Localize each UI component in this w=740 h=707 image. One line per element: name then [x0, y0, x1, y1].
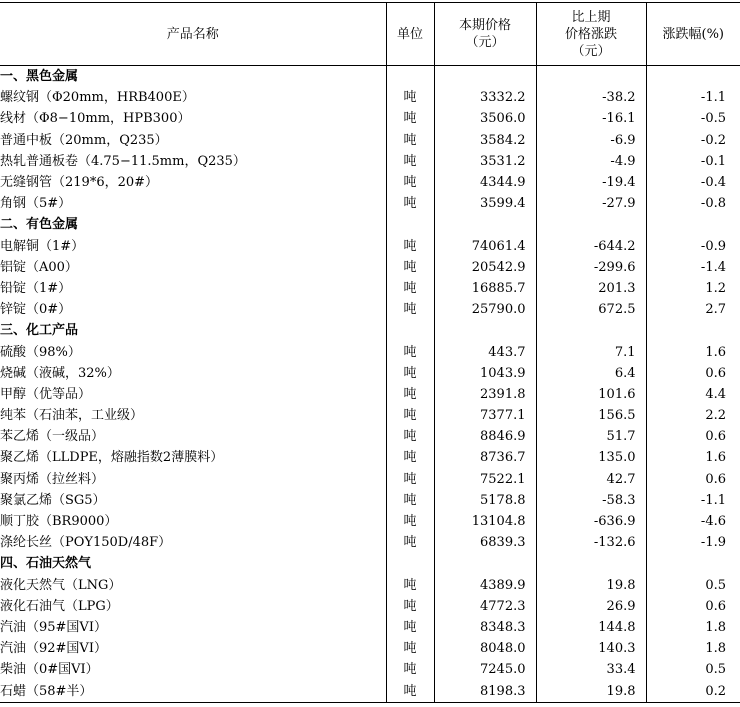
table-body: [0, 66, 740, 703]
price-cell: 3332.2: [434, 87, 536, 108]
unit-cell: 吨: [386, 299, 434, 320]
product-name-cell: 纯苯（石油苯，工业级）: [0, 408, 144, 424]
product-name-cell: 液化石油气（LPG）: [0, 598, 119, 614]
table-row: [0, 172, 740, 193]
price-cell: 8048.0: [434, 638, 536, 659]
table-row: [0, 363, 740, 384]
price-cell: 16885.7: [434, 278, 536, 299]
unit-cell: 吨: [386, 151, 434, 172]
unit-cell: 吨: [386, 490, 434, 511]
pct-cell: -0.1: [646, 151, 740, 172]
header-unit-text: 单位: [396, 26, 423, 42]
category-row: [0, 320, 740, 341]
table-row: [0, 130, 740, 151]
unit-cell: 吨: [386, 659, 434, 680]
category-row: [0, 66, 740, 88]
change-cell: 19.8: [536, 680, 646, 702]
price-cell: 2391.8: [434, 384, 536, 405]
header-price: [434, 3, 536, 66]
header-change: [536, 3, 646, 66]
change-cell: 672.5: [536, 299, 646, 320]
header-product-name: [0, 3, 386, 66]
price-cell: 74061.4: [434, 236, 536, 257]
product-name-cell: 汽油（95#国VI）: [0, 619, 107, 635]
category-row: [0, 553, 740, 574]
price-table: [0, 2, 740, 703]
product-name-cell: 无缝钢管（219*6，20#）: [0, 175, 159, 191]
pct-cell: -0.4: [646, 172, 740, 193]
unit-cell: 吨: [386, 426, 434, 447]
table-row: [0, 341, 740, 362]
pct-cell: [646, 214, 740, 235]
table-row: [0, 426, 740, 447]
price-cell: 4344.9: [434, 172, 536, 193]
product-name-cell: 石蜡（58#半）: [0, 680, 386, 702]
price-cell: 8348.3: [434, 617, 536, 638]
pct-cell: 0.6: [646, 426, 740, 447]
change-cell: [536, 553, 646, 574]
pct-cell: 1.6: [646, 447, 740, 468]
unit-cell: 吨: [386, 87, 434, 108]
pct-cell: [646, 66, 740, 88]
price-cell: [434, 553, 536, 574]
header-price-line1: 本期价格: [458, 18, 511, 33]
table-row: [0, 680, 740, 702]
unit-cell: 吨: [386, 384, 434, 405]
unit-cell: 吨: [386, 617, 434, 638]
table-row: [0, 384, 740, 405]
table-row: [0, 532, 740, 553]
product-name-cell: 顺丁胶（BR9000）: [0, 514, 118, 530]
product-name-cell: 锌锭（0#）: [0, 302, 72, 318]
price-cell: 4772.3: [434, 596, 536, 617]
price-cell: 5178.8: [434, 490, 536, 511]
product-name-cell: 铝锭（A00）: [0, 259, 78, 275]
pct-cell: 0.5: [646, 575, 740, 596]
table-row: [0, 638, 740, 659]
table-row: [0, 257, 740, 278]
pct-cell: 1.8: [646, 638, 740, 659]
price-cell: 3584.2: [434, 130, 536, 151]
pct-cell: [646, 553, 740, 574]
table-row: [0, 236, 740, 257]
product-name-cell: 聚丙烯（拉丝料）: [0, 471, 105, 487]
table-row: [0, 108, 740, 129]
unit-cell: 吨: [386, 575, 434, 596]
price-cell: 7522.1: [434, 469, 536, 490]
table-row: [0, 193, 740, 214]
pct-cell: [646, 320, 740, 341]
unit-cell: 吨: [386, 341, 434, 362]
price-cell: [434, 214, 536, 235]
pct-cell: 0.5: [646, 659, 740, 680]
unit-cell: [386, 214, 434, 235]
price-cell: 7377.1: [434, 405, 536, 426]
change-cell: -58.3: [536, 490, 646, 511]
price-cell: 3599.4: [434, 193, 536, 214]
change-cell: -132.6: [536, 532, 646, 553]
price-cell: 4389.9: [434, 575, 536, 596]
change-cell: 156.5: [536, 405, 646, 426]
price-cell: 3531.2: [434, 151, 536, 172]
change-cell: 144.8: [536, 617, 646, 638]
product-name-cell: 线材（Φ8−10mm，HPB300）: [0, 111, 191, 127]
price-cell: 7245.0: [434, 659, 536, 680]
product-name-cell: 柴油（0#国VI）: [0, 662, 99, 678]
category-name: 三、化工产品: [0, 323, 79, 339]
product-name-cell: 聚乙烯（LLDPE，熔融指数2薄膜料）: [0, 450, 224, 466]
pct-cell: 1.6: [646, 341, 740, 362]
category-row: [0, 214, 740, 235]
pct-cell: 2.7: [646, 299, 740, 320]
unit-cell: 吨: [386, 511, 434, 532]
product-name-cell: 角钢（5#）: [0, 196, 72, 212]
price-cell: [434, 320, 536, 341]
pct-cell: 0.6: [646, 363, 740, 384]
unit-cell: 吨: [386, 172, 434, 193]
change-cell: -644.2: [536, 236, 646, 257]
product-name-cell: 苯乙烯（一级品）: [0, 429, 105, 445]
unit-cell: 吨: [386, 596, 434, 617]
change-cell: -299.6: [536, 257, 646, 278]
table-row: [0, 151, 740, 172]
change-cell: -19.4: [536, 172, 646, 193]
price-cell: 25790.0: [434, 299, 536, 320]
header-change-line3: （元）: [571, 43, 611, 59]
pct-cell: -0.5: [646, 108, 740, 129]
price-cell: 8736.7: [434, 447, 536, 468]
change-cell: 6.4: [536, 363, 646, 384]
product-name-cell: 涤纶长丝（POY150D/48F）: [0, 535, 172, 551]
product-name-cell: 铅锭（1#）: [0, 280, 72, 296]
change-cell: [536, 214, 646, 235]
product-name-cell: 烧碱（液碱，32%）: [0, 365, 120, 381]
pct-cell: -1.4: [646, 257, 740, 278]
table-row: [0, 596, 740, 617]
unit-cell: 吨: [386, 638, 434, 659]
unit-cell: 吨: [386, 130, 434, 151]
header-row: [0, 3, 740, 66]
table-row: [0, 278, 740, 299]
table-row: [0, 87, 740, 108]
header-pct-text: 涨跌幅(%): [662, 26, 724, 42]
change-cell: [536, 66, 646, 88]
pct-cell: 1.2: [646, 278, 740, 299]
change-cell: 140.3: [536, 638, 646, 659]
unit-cell: 吨: [386, 469, 434, 490]
product-name-cell: 普通中板（20mm，Q235）: [0, 132, 168, 148]
table-row: [0, 299, 740, 320]
change-cell: 101.6: [536, 384, 646, 405]
change-cell: -4.9: [536, 151, 646, 172]
price-cell: 6839.3: [434, 532, 536, 553]
table-row: [0, 659, 740, 680]
pct-cell: -1.1: [646, 490, 740, 511]
table-row: [0, 447, 740, 468]
pct-cell: -0.2: [646, 130, 740, 151]
table-row: [0, 575, 740, 596]
product-name-cell: 甲醇（优等品）: [0, 386, 92, 402]
change-cell: 7.1: [536, 341, 646, 362]
price-cell: [434, 66, 536, 88]
price-cell: 3506.0: [434, 108, 536, 129]
unit-cell: 吨: [386, 278, 434, 299]
change-cell: 201.3: [536, 278, 646, 299]
unit-cell: 吨: [386, 405, 434, 426]
change-cell: [536, 320, 646, 341]
product-name-cell: 液化天然气（LNG）: [0, 577, 122, 593]
product-name-cell: 汽油（92#国VI）: [0, 641, 107, 657]
change-cell: 33.4: [536, 659, 646, 680]
pct-cell: -4.6: [646, 511, 740, 532]
unit-cell: [386, 320, 434, 341]
pct-cell: 2.2: [646, 405, 740, 426]
change-cell: 51.7: [536, 426, 646, 447]
table-row: [0, 490, 740, 511]
product-name-cell: 电解铜（1#）: [0, 238, 85, 254]
product-name-cell: 硫酸（98%）: [0, 344, 81, 360]
pct-cell: -0.9: [646, 236, 740, 257]
price-cell: 8846.9: [434, 426, 536, 447]
change-cell: 42.7: [536, 469, 646, 490]
change-cell: -6.9: [536, 130, 646, 151]
unit-cell: 吨: [386, 257, 434, 278]
unit-cell: 吨: [386, 108, 434, 129]
header-product-name-text: 产品名称: [166, 26, 219, 42]
pct-cell: -0.8: [646, 193, 740, 214]
category-name: 二、有色金属: [0, 217, 79, 233]
table-row: [0, 469, 740, 490]
unit-cell: 吨: [386, 447, 434, 468]
change-cell: 19.8: [536, 575, 646, 596]
header-change-line1: 比上期: [571, 9, 611, 25]
pct-cell: 4.4: [646, 384, 740, 405]
header-unit: [386, 3, 434, 66]
change-cell: -16.1: [536, 108, 646, 129]
unit-cell: 吨: [386, 193, 434, 214]
pct-cell: -1.1: [646, 87, 740, 108]
change-cell: -636.9: [536, 511, 646, 532]
pct-cell: 0.2: [646, 680, 740, 702]
product-name-cell: 热轧普通板卷（4.75−11.5mm，Q235）: [0, 153, 246, 169]
price-cell: 1043.9: [434, 363, 536, 384]
pct-cell: -1.9: [646, 532, 740, 553]
header-pct: [646, 3, 740, 66]
unit-cell: 吨: [386, 236, 434, 257]
header-change-line2: 价格涨跌: [564, 26, 617, 42]
product-name-cell: 螺纹钢（Φ20mm，HRB400E）: [0, 90, 195, 106]
unit-cell: 吨: [386, 363, 434, 384]
table-row: [0, 617, 740, 638]
pct-cell: 1.8: [646, 617, 740, 638]
change-cell: 26.9: [536, 596, 646, 617]
pct-cell: 0.6: [646, 469, 740, 490]
change-cell: 135.0: [536, 447, 646, 468]
category-name: 四、石油天然气: [0, 556, 92, 572]
unit-cell: [386, 553, 434, 574]
pct-cell: 0.6: [646, 596, 740, 617]
unit-cell: 吨: [386, 680, 434, 702]
unit-cell: [386, 66, 434, 88]
table-row: [0, 511, 740, 532]
price-cell: 13104.8: [434, 511, 536, 532]
category-name: 一、黑色金属: [0, 69, 79, 85]
product-name-cell: 聚氯乙烯（SG5）: [0, 492, 106, 508]
change-cell: -38.2: [536, 87, 646, 108]
price-cell: 8198.3: [434, 680, 536, 702]
table-row: [0, 405, 740, 426]
price-cell: 443.7: [434, 341, 536, 362]
unit-cell: 吨: [386, 532, 434, 553]
header-price-line2: （元）: [465, 35, 505, 50]
change-cell: -27.9: [536, 193, 646, 214]
price-cell: 20542.9: [434, 257, 536, 278]
